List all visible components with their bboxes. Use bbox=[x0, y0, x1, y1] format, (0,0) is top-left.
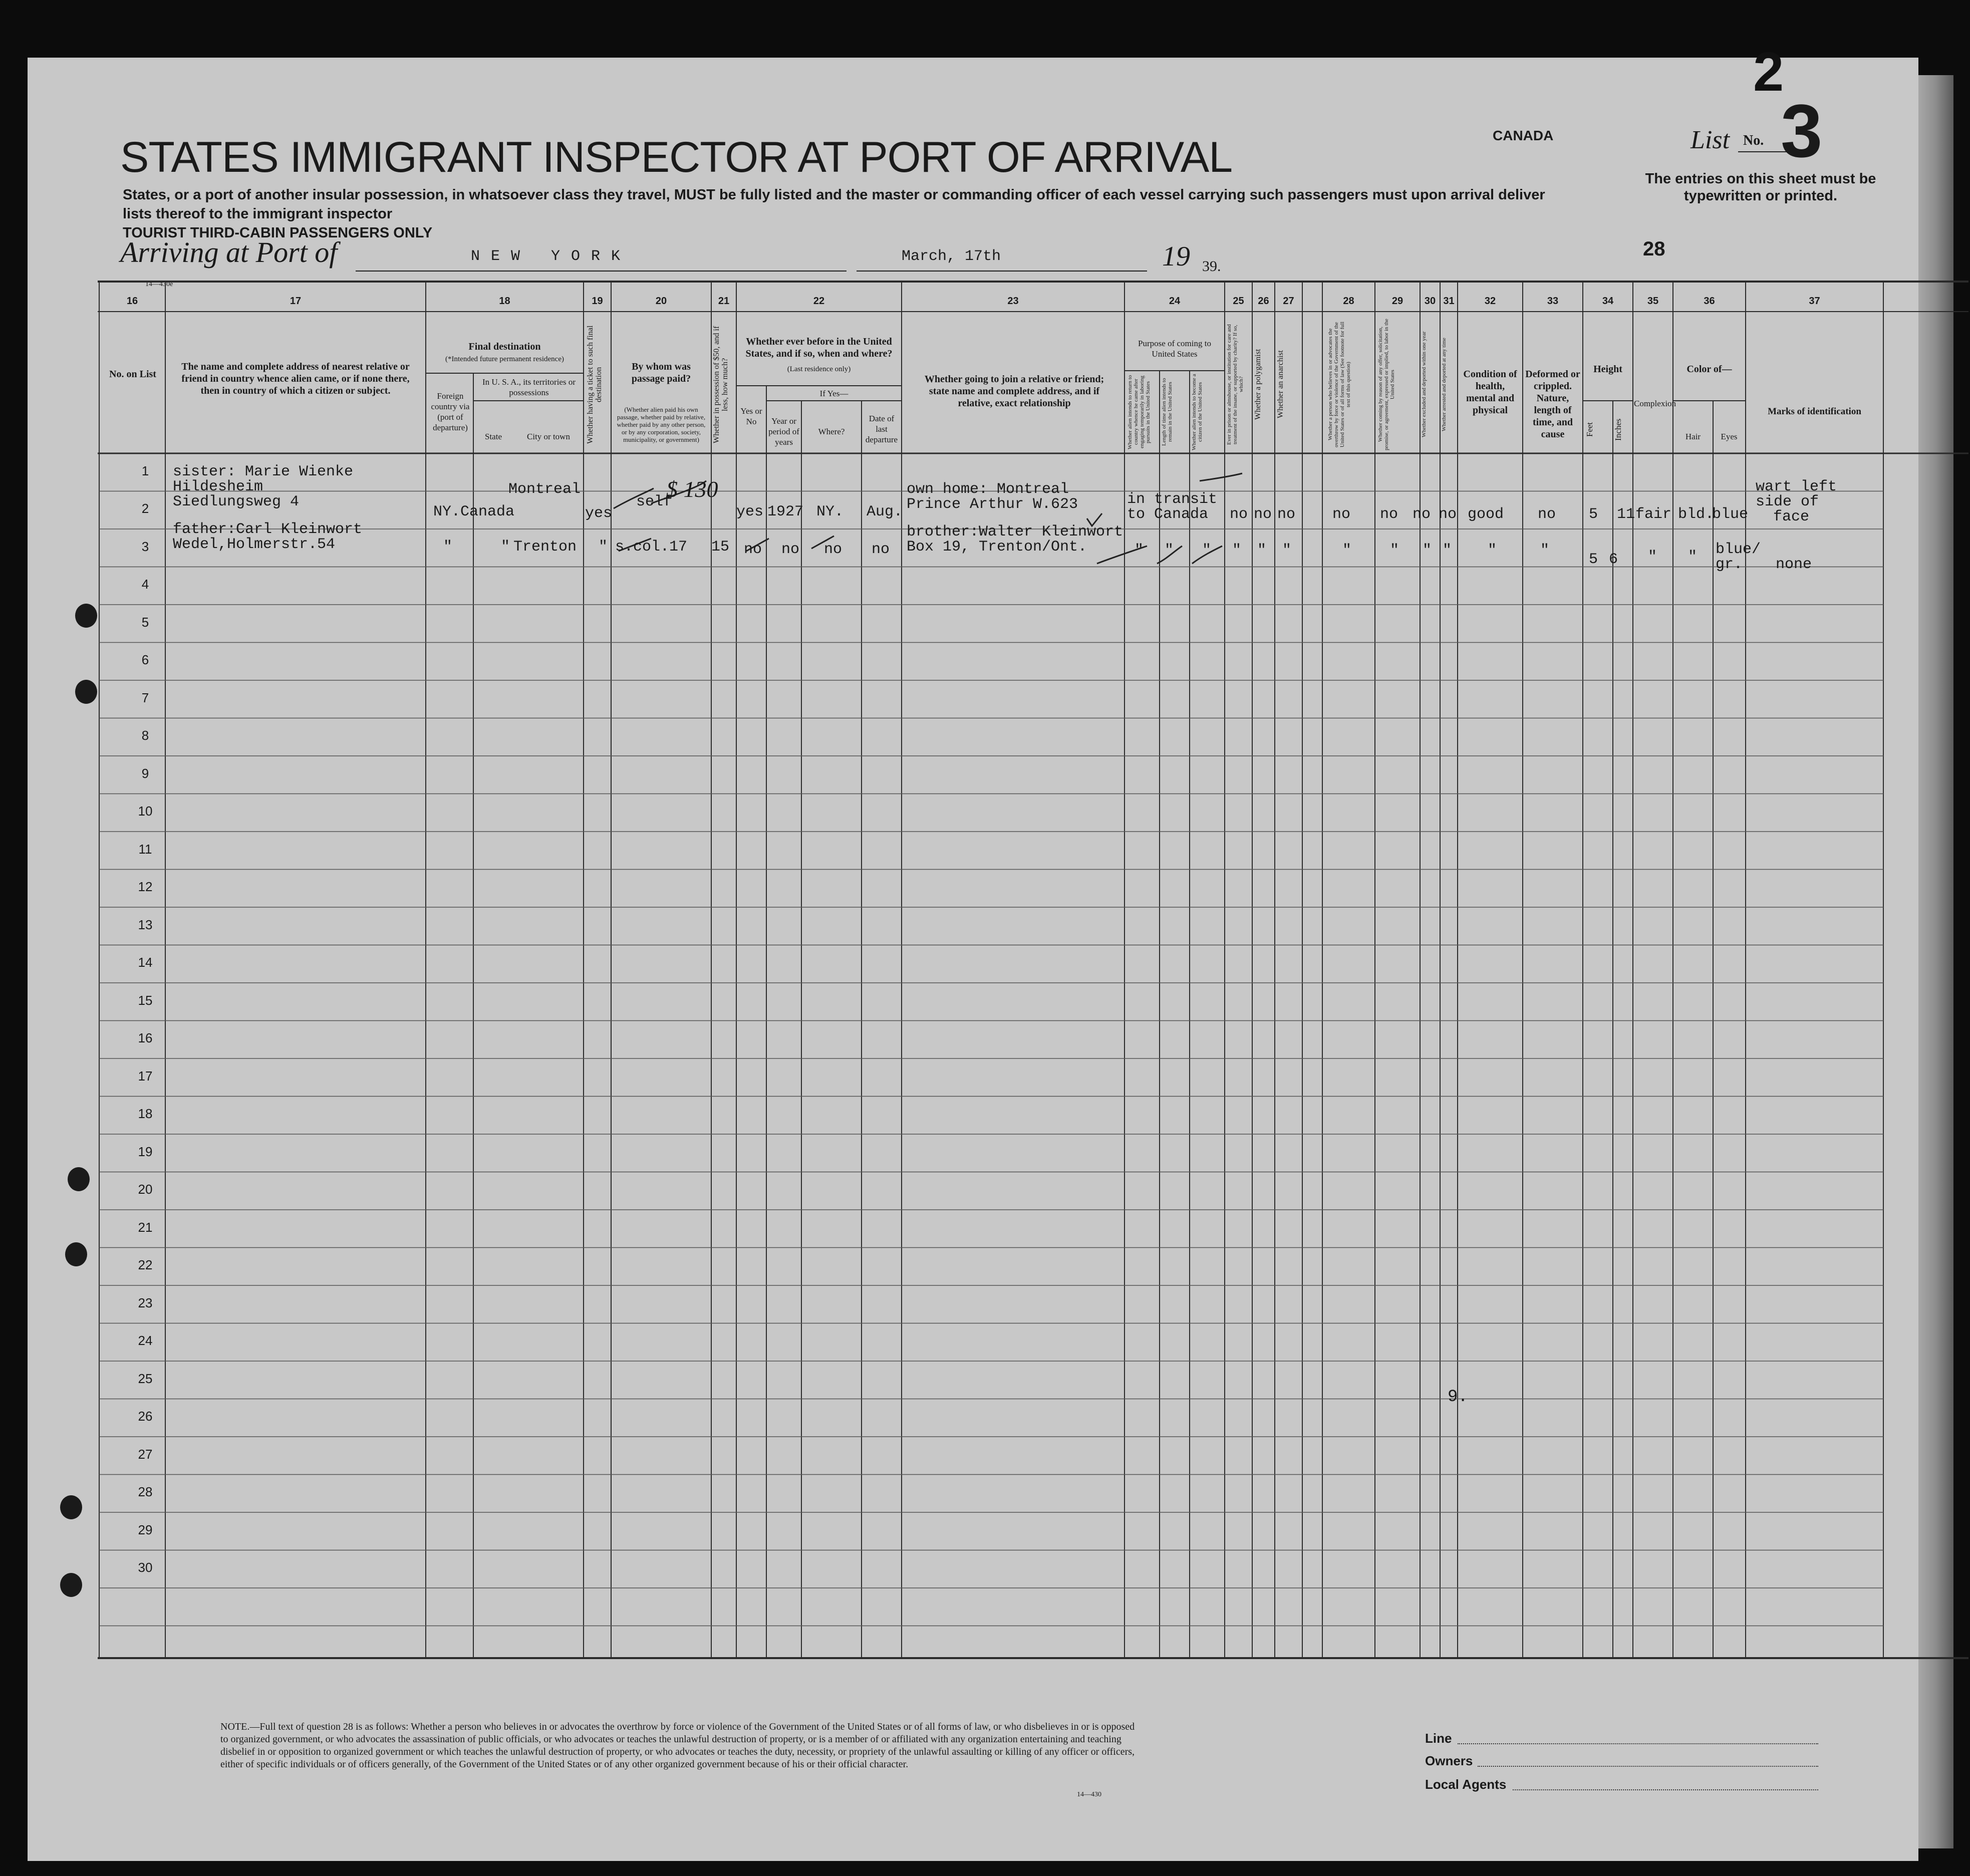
row-number: 20 bbox=[138, 1182, 153, 1197]
passenger-class-line: TOURIST THIRD-CABIN PASSENGERS ONLY bbox=[123, 225, 433, 241]
r1-relative-line2: Hildesheim bbox=[173, 478, 263, 495]
col-num-27: 27 bbox=[1283, 296, 1294, 307]
header-purpose-citizen: Whether alien intends to become a citizen of the United States bbox=[1191, 374, 1203, 450]
r2-departure: no bbox=[872, 541, 890, 558]
col-num-25: 25 bbox=[1233, 296, 1244, 307]
entries-note: The entries on this sheet must be typewritten or printed. bbox=[1645, 171, 1876, 204]
col-num-31: 31 bbox=[1443, 296, 1455, 307]
r1-excluded: no bbox=[1413, 506, 1431, 523]
row-number: 5 bbox=[141, 614, 149, 630]
r1-city: Montreal bbox=[508, 481, 581, 498]
list-no-label: No. bbox=[1743, 133, 1764, 148]
list-label: List bbox=[1691, 126, 1730, 154]
header-final-destination-note: (*Intended future permanent residence) bbox=[445, 355, 564, 363]
row-number: 14 bbox=[138, 955, 153, 970]
list-number: 3 bbox=[1781, 89, 1823, 173]
port-value: NEW YORK bbox=[471, 248, 632, 265]
arriving-label: Arriving at Port of bbox=[120, 236, 338, 269]
row-number: 13 bbox=[138, 917, 153, 932]
r2-city: Trenton bbox=[513, 539, 577, 556]
header-labor-offer: Whether coming by reason of any offer, solicitation, promise, or agreement, expressed or implied, to labor in the United States bbox=[1377, 319, 1395, 450]
col-num-24: 24 bbox=[1169, 296, 1181, 307]
r1-paid-by: self bbox=[636, 493, 673, 510]
row-number: 18 bbox=[138, 1106, 153, 1121]
header-overthrow: Whether a person who believes in or advocates the overthrow by force or violence of the Government of the United States or of all forms of law (See footnote for full text of this question) bbox=[1327, 322, 1351, 447]
header-purpose-return: Whether alien intends to return to country whence he came after engaging temporarily in laboring pursuits in the United States bbox=[1127, 375, 1151, 449]
row-number: 11 bbox=[138, 841, 152, 857]
r2-relative-line1: father:Carl Kleinwort bbox=[173, 521, 363, 538]
header-purpose-length: Length of time alien intends to remain in the United States bbox=[1161, 378, 1173, 446]
date-value: March, 17th bbox=[902, 248, 1001, 265]
r2-eyes-line2: gr. bbox=[1716, 556, 1743, 573]
col-num-33: 33 bbox=[1547, 296, 1559, 307]
col-num-20: 20 bbox=[655, 296, 667, 307]
r2-ditto: " bbox=[1648, 549, 1657, 566]
col-num-22: 22 bbox=[813, 296, 825, 307]
row-number: 6 bbox=[141, 652, 149, 667]
r2-where: no bbox=[824, 541, 842, 558]
r2-ditto: " bbox=[1342, 542, 1352, 559]
header-if-yes: If Yes— bbox=[819, 389, 849, 398]
header-where: Where? bbox=[818, 427, 845, 436]
r2-foreign-country: " bbox=[443, 539, 453, 556]
col-num-18: 18 bbox=[499, 296, 510, 307]
header-before-in-us: Whether ever before in the United States, and if so, when and where? bbox=[745, 336, 893, 359]
col-num-26: 26 bbox=[1258, 296, 1269, 307]
r1-labor-offer: no bbox=[1380, 506, 1398, 523]
r2-ditto: " bbox=[1165, 542, 1174, 559]
header-date-departure: Date of last departure bbox=[865, 414, 898, 444]
r1-feet: 5 bbox=[1589, 506, 1598, 523]
r1-before: yes bbox=[736, 503, 764, 520]
header-health: Condition of health, mental and physical bbox=[1463, 369, 1517, 416]
header-height: Height bbox=[1593, 364, 1622, 375]
r2-ditto: " bbox=[1232, 542, 1242, 559]
row-number: 9 bbox=[141, 765, 149, 781]
row-number: 28 bbox=[138, 1484, 153, 1499]
header-year: Year or period of years bbox=[768, 416, 799, 447]
header-marks: Marks of identification bbox=[1768, 406, 1861, 417]
r2-ditto: " bbox=[1135, 542, 1144, 559]
col-num-37: 37 bbox=[1809, 296, 1820, 307]
col-num-30: 30 bbox=[1424, 296, 1436, 307]
r2-ditto: " bbox=[1443, 542, 1452, 559]
col-num-17: 17 bbox=[290, 296, 302, 307]
instruction-line: States, or a port of another insular possession, in whatsoever class they travel, MUST be fully listed and the master or commanding officer of each vessel carrying such passengers must upon arrival deliver lists thereof to the immigrant inspector bbox=[123, 187, 1545, 222]
header-no-on-list: No. on List bbox=[109, 369, 156, 380]
r1-ticket: yes bbox=[585, 505, 613, 522]
r1-marks-line2: side of bbox=[1756, 493, 1819, 510]
header-anarchist: Whether an anarchist bbox=[1276, 350, 1285, 419]
header-prison: Ever in prison or almshouse, or institution for care and treatment of the insane, or supported by charity? If so, which? bbox=[1226, 324, 1244, 445]
r1-purpose-line1: in transit bbox=[1127, 491, 1218, 508]
col-num-32: 32 bbox=[1484, 296, 1496, 307]
header-polygamist: Whether a polygamist bbox=[1254, 349, 1262, 420]
header-passage-paid: By whom was passage paid? bbox=[631, 361, 691, 384]
r1-year: 1927 bbox=[767, 503, 804, 520]
r2-marks: none bbox=[1776, 556, 1812, 573]
row-number: 22 bbox=[138, 1257, 153, 1272]
header-ticket: Whether having a ticket to such final destination bbox=[586, 325, 603, 444]
r1-arrested: no bbox=[1439, 506, 1457, 523]
r1-relative-line3: Siedlungsweg 4 bbox=[173, 493, 300, 510]
r1-health: good bbox=[1468, 506, 1504, 523]
r1-join-line2: Prince Arthur W.623 bbox=[907, 496, 1078, 513]
header-inches: Inches bbox=[1613, 418, 1623, 441]
prior-list-number: 2 bbox=[1753, 41, 1784, 103]
line-label: Line bbox=[1425, 1731, 1452, 1746]
r2-relative-line2: Wedel,Holmerstr.54 bbox=[173, 536, 336, 553]
r1-where: NY. bbox=[816, 503, 844, 520]
row-number: 4 bbox=[141, 577, 149, 592]
r2-before: no bbox=[744, 541, 762, 558]
header-complexion: Complexion bbox=[1634, 399, 1676, 408]
col-num-28: 28 bbox=[1343, 296, 1354, 307]
header-color-of: Color of— bbox=[1686, 364, 1732, 375]
header-foreign-country: Foreign country via (port of departure) bbox=[431, 391, 470, 432]
row-number: 25 bbox=[138, 1371, 153, 1386]
form-code: 14—430e bbox=[145, 281, 173, 288]
r1-purpose-line2: to Canada bbox=[1127, 506, 1209, 523]
header-before-in-us-note: (Last residence only) bbox=[787, 365, 851, 373]
r2-ditto: " bbox=[1540, 542, 1550, 559]
header-hair: Hair bbox=[1685, 432, 1701, 441]
owners-label: Owners bbox=[1425, 1753, 1473, 1768]
row-number: 2 bbox=[141, 501, 149, 516]
row-number: 1 bbox=[141, 463, 149, 478]
footnote-question-28: NOTE.—Full text of question 28 is as follows: Whether a person who believes in or advocates the overthrow by force or violence of the Government of the United States or of all forms of law, or who disbelieves in or is opposed to organized government, or who advocates the assassination of public officials, or who advocates or teaches the unlawful destruction of property, or is a member of or affiliated with any organization entertaining and teaching disbelief in or opposition to organized government or which teaches the unlawful destruction of property, or who advocates or teaches the duty, necessity, or propriety of the unlawful assaulting or killing of any officer or officers, either of specific individuals or of officers generally, of the Government of the United States or of any other organized government because of his or their official character. bbox=[220, 1721, 1135, 1770]
header-join-relative: Whether going to join a relative or friend; state name and complete address, and if relative, exact relationship bbox=[924, 374, 1104, 409]
r2-ditto: " bbox=[1257, 542, 1267, 559]
col-num-35: 35 bbox=[1647, 296, 1659, 307]
r1-foreign-country: NY.Canada bbox=[433, 503, 515, 520]
col-num-21: 21 bbox=[718, 296, 730, 307]
row-number: 15 bbox=[138, 992, 153, 1008]
row-number: 19 bbox=[138, 1144, 153, 1159]
header-city: City or town bbox=[527, 432, 570, 441]
r1-join-line1: own home: Montreal bbox=[907, 481, 1069, 498]
r2-ticket: " bbox=[599, 539, 608, 556]
header-state: State bbox=[485, 432, 502, 441]
col-num-19: 19 bbox=[592, 296, 603, 307]
row-number: 7 bbox=[141, 690, 149, 705]
owners-dotted-field bbox=[1478, 1766, 1818, 1767]
header-usa: In U. S. A., its territories or possessions bbox=[482, 377, 576, 397]
r1-polygamist: no bbox=[1254, 506, 1272, 523]
page-title: STATES IMMIGRANT INSPECTOR AT PORT OF ARRIVAL bbox=[120, 133, 1233, 181]
r2-ditto: " bbox=[1282, 542, 1292, 559]
r1-departure: Aug. bbox=[867, 503, 903, 520]
row-number: 17 bbox=[138, 1068, 153, 1084]
header-purpose: Purpose of coming to United States bbox=[1138, 339, 1211, 359]
header-eyes: Eyes bbox=[1721, 432, 1738, 441]
r2-inches: 6 bbox=[1609, 551, 1618, 568]
col-num-34: 34 bbox=[1602, 296, 1614, 307]
r2-paid-by: s.col.17 bbox=[615, 539, 688, 556]
r2-join-line2: Box 19, Trenton/Ont. bbox=[907, 539, 1087, 556]
r2-join-line1: brother:Walter Kleinwort bbox=[907, 523, 1123, 541]
r1-relative-line1: sister: Marie Wienke bbox=[173, 463, 354, 480]
row-number: 3 bbox=[141, 539, 149, 554]
col-num-16: 16 bbox=[126, 296, 138, 307]
row-number: 12 bbox=[138, 879, 153, 894]
row-number: 10 bbox=[138, 803, 153, 819]
col-num-23: 23 bbox=[1007, 296, 1019, 307]
row-number: 23 bbox=[138, 1295, 153, 1310]
col-num-36: 36 bbox=[1704, 296, 1715, 307]
row-number: 16 bbox=[138, 1030, 153, 1045]
r1-hair: bld. bbox=[1678, 506, 1715, 523]
r2-feet: 5 bbox=[1589, 551, 1598, 568]
r2-state: " bbox=[501, 539, 510, 556]
r2-ditto: " bbox=[1202, 542, 1212, 559]
r1-marks-line1: wart left bbox=[1756, 478, 1837, 495]
row-number: 26 bbox=[138, 1409, 153, 1424]
row-number: 21 bbox=[138, 1219, 153, 1235]
header-yes-no: Yes or No bbox=[740, 406, 762, 426]
row-number: 27 bbox=[138, 1446, 153, 1462]
header-final-destination: Final destination bbox=[468, 341, 541, 352]
header-deformed: Deformed or crippled. Nature, length of time, and cause bbox=[1525, 369, 1580, 440]
row-number: 29 bbox=[138, 1522, 153, 1537]
r2-ditto: " bbox=[1423, 542, 1432, 559]
header-passage-paid-note: (Whether alien paid his own passage, whether paid by relative, whether paid by any other person, or by any corporation, society, municipality, or government) bbox=[617, 406, 706, 443]
header-excluded: Whether excluded and deported within one year bbox=[1421, 331, 1427, 438]
header-arrested: Whether arrested and deported at any time bbox=[1441, 338, 1447, 431]
local-agents-label: Local Agents bbox=[1425, 1777, 1507, 1792]
r2-ditto: " bbox=[1390, 542, 1399, 559]
r1-inches: 11 bbox=[1617, 506, 1635, 523]
row-number: 24 bbox=[138, 1333, 153, 1348]
r1-marks-line3: face bbox=[1773, 508, 1810, 525]
r2-eyes-line1: blue/ bbox=[1716, 541, 1761, 558]
year-suffix: 39. bbox=[1202, 258, 1221, 275]
year-prefix: 19 bbox=[1162, 241, 1190, 272]
r1-eyes: blue bbox=[1712, 506, 1749, 523]
r2-ditto: " bbox=[1688, 549, 1698, 566]
r1-anarchist: no bbox=[1277, 506, 1296, 523]
r1-overthrow: no bbox=[1332, 506, 1351, 523]
stray-pencil-mark: 9. bbox=[1448, 1388, 1468, 1407]
r1-money: $ 130 bbox=[666, 476, 718, 502]
local-agents-dotted-field bbox=[1513, 1789, 1818, 1790]
r2-year: no bbox=[781, 541, 800, 558]
header-relative: The name and complete address of nearest relative or friend in country whence alien came, or if none there, then in country of which a citizen or subject. bbox=[181, 361, 410, 396]
r2-money: 15 bbox=[711, 539, 730, 556]
col-num-29: 29 bbox=[1391, 296, 1403, 307]
r1-deformed: no bbox=[1538, 506, 1556, 523]
row-number: 8 bbox=[141, 728, 149, 743]
r2-ditto: " bbox=[1488, 542, 1497, 559]
country-label: CANADA bbox=[1493, 128, 1554, 143]
line-dotted-field bbox=[1458, 1743, 1818, 1744]
sheet-number: 28 bbox=[1643, 238, 1665, 260]
row-number: 30 bbox=[138, 1560, 153, 1575]
r1-complexion: fair bbox=[1635, 506, 1672, 523]
r1-prison: no bbox=[1230, 506, 1248, 523]
header-feet: Feet bbox=[1585, 422, 1594, 437]
footer-form-code: 14—430 bbox=[1077, 1791, 1101, 1798]
header-fifty-dollars: Whether in possession of $50, and if less, how much? bbox=[712, 326, 729, 443]
